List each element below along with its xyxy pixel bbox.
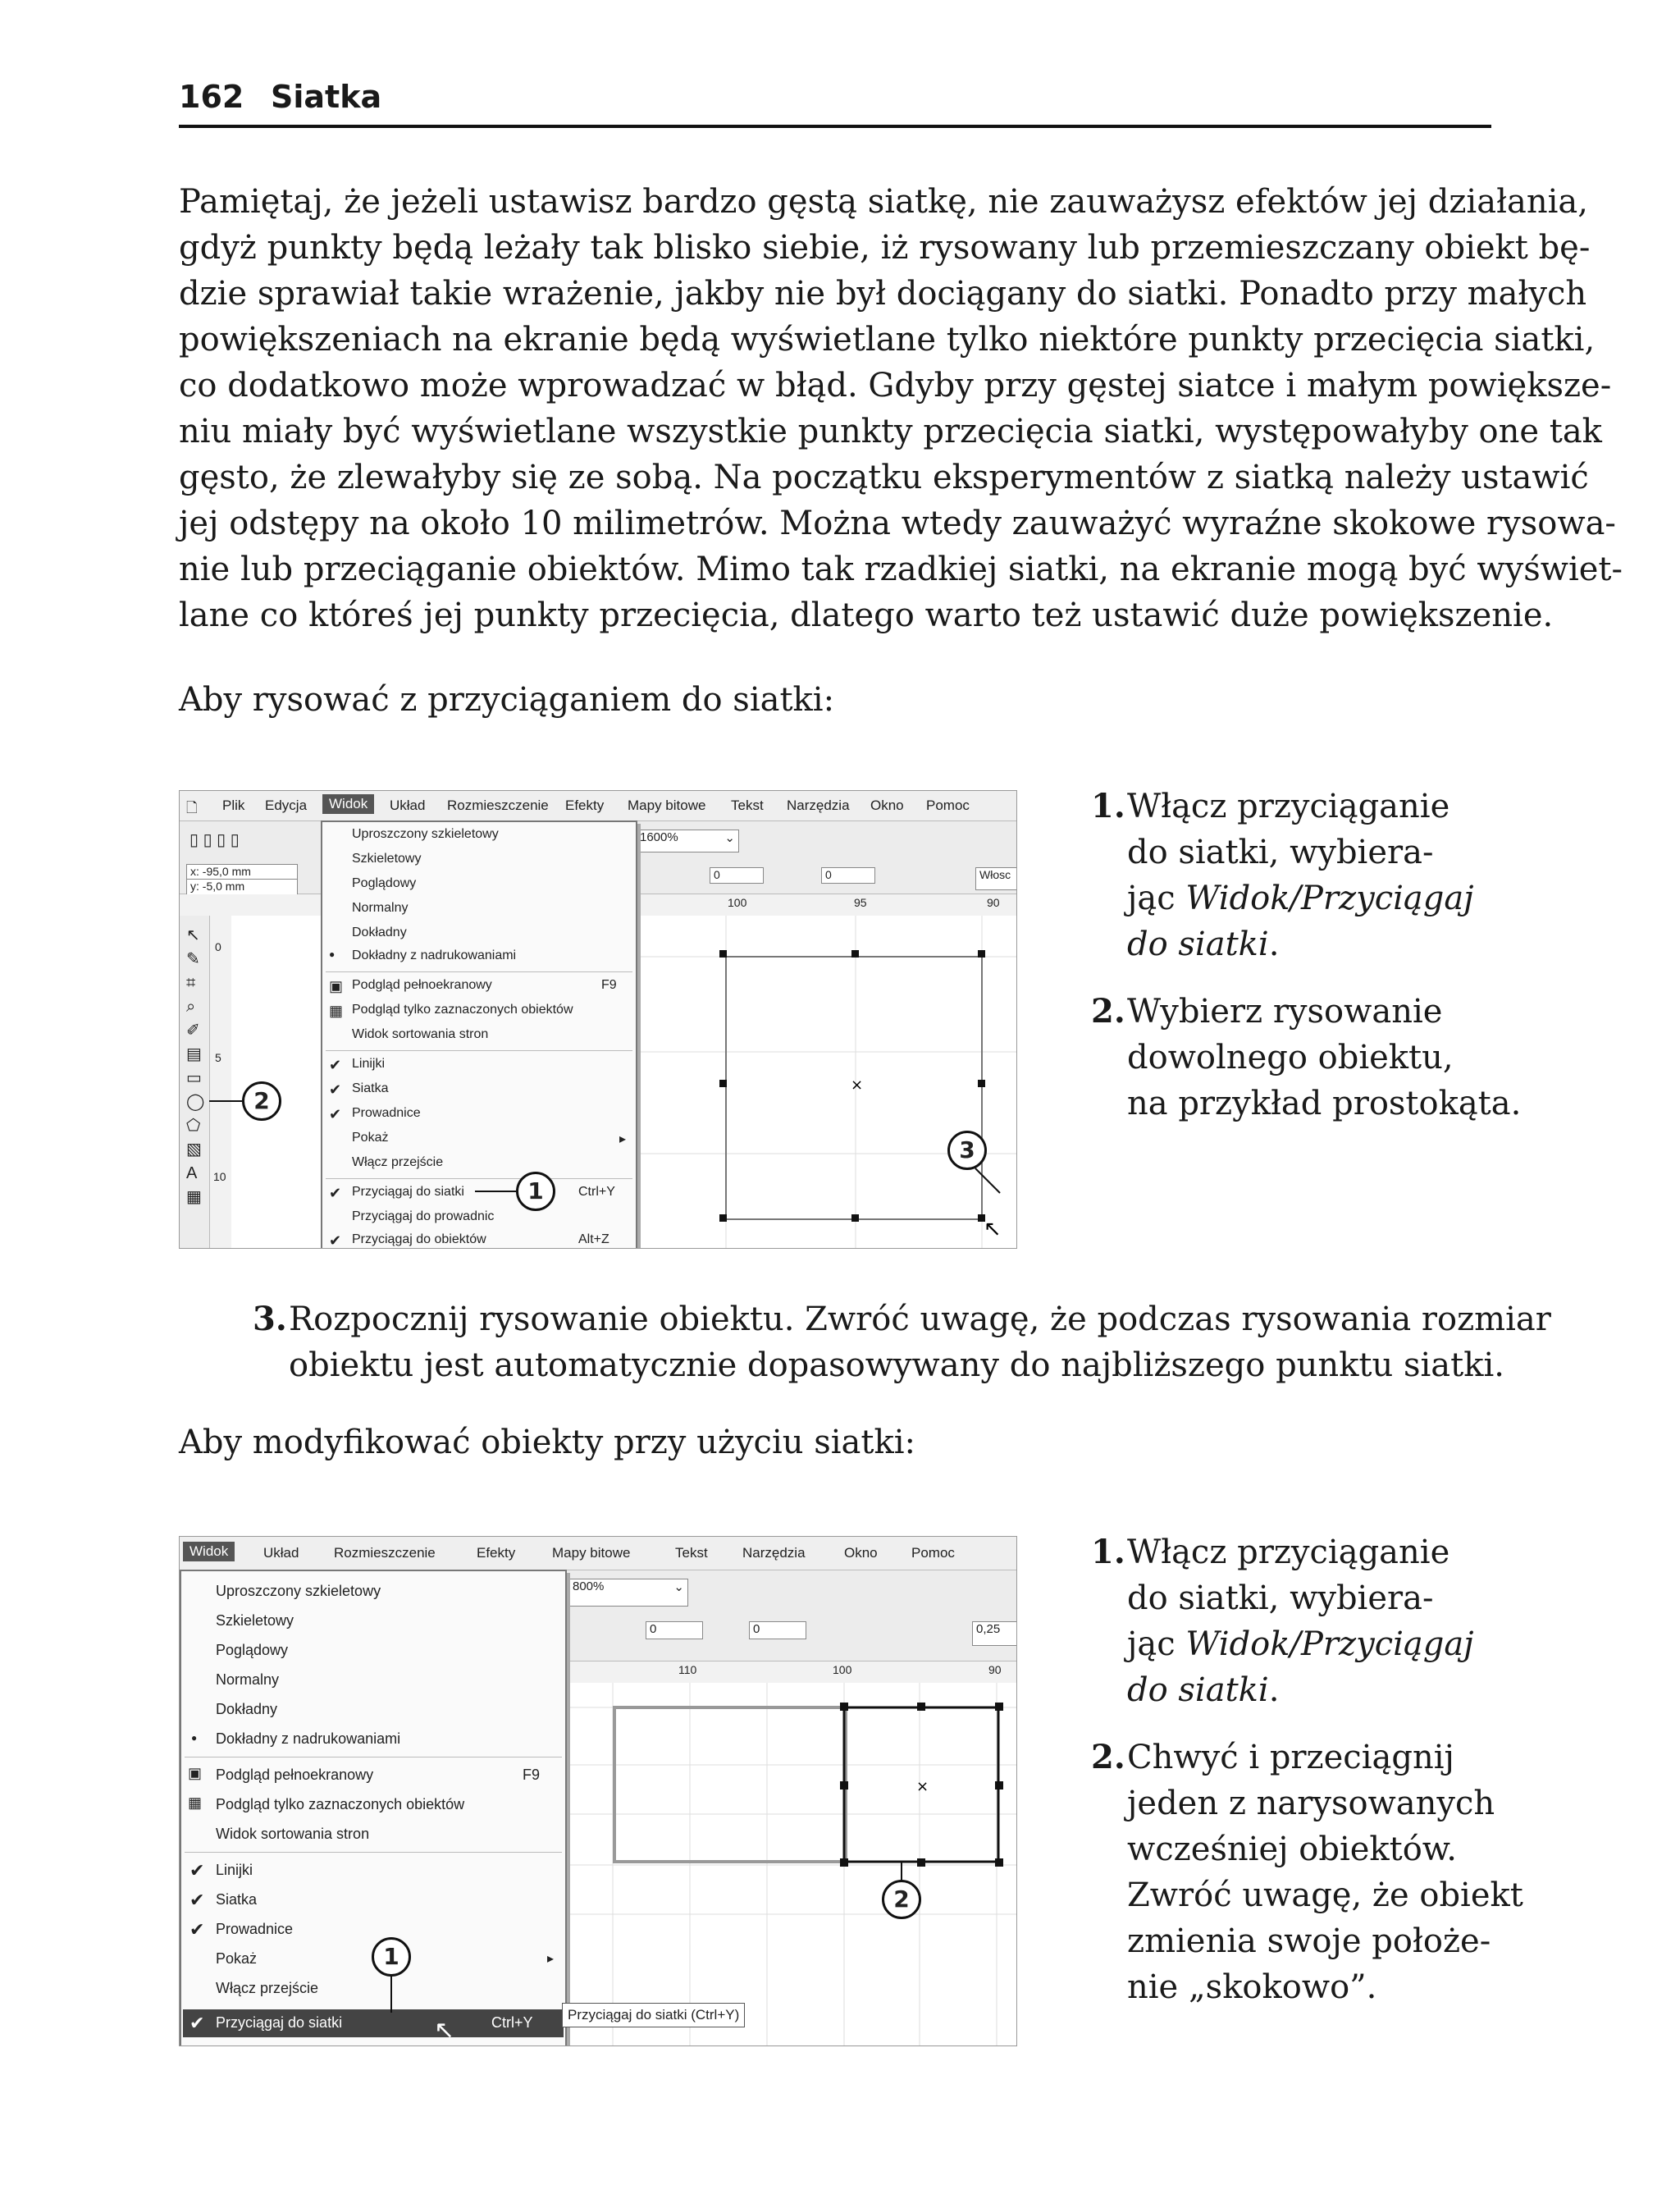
step-number: 2. <box>1091 992 1125 1031</box>
text-line: gdyż punkty będą leżały tak blisko siebie, iż rysowany lub przemieszczany obiekt bę- <box>179 229 1591 267</box>
menu-item[interactable]: Narzędzia <box>787 798 850 813</box>
callout-2: 2 <box>882 1880 921 1919</box>
callout-3: 3 <box>947 1131 987 1170</box>
x-position-field[interactable]: x: -95,0 mm <box>186 864 298 880</box>
y-position-field[interactable]: y: -5,0 mm <box>186 879 298 895</box>
shortcut-label: F9 <box>601 978 617 992</box>
menu-item[interactable]: Edycja <box>265 798 308 813</box>
document-icon: 🗋 <box>186 800 198 816</box>
check-icon: ✔ <box>189 1890 205 1910</box>
step-text: . <box>1268 1671 1280 1709</box>
callout-1: 1 <box>372 1937 411 1977</box>
check-icon: ✔ <box>189 2013 205 2033</box>
menu-option[interactable]: Dokładny <box>216 1701 278 1717</box>
radio-dot-icon: ● <box>329 948 336 960</box>
check-icon: ✔ <box>329 1057 342 1073</box>
step-number: 3. <box>253 1300 287 1338</box>
fullscreen-icon: ▣ <box>329 978 344 994</box>
menu-path: Widok/Przyciągaj <box>1185 1625 1474 1663</box>
spin-field[interactable]: 0 <box>821 867 875 884</box>
running-header <box>179 75 1491 128</box>
shortcut-label: Ctrl+Y <box>491 2014 533 2031</box>
menu-option[interactable]: Włącz przejście <box>352 1155 444 1169</box>
heading-text: Aby rysować z przyciąganiem do siatki: <box>179 681 835 719</box>
callout-leaders <box>180 791 1016 1248</box>
text-line: gęsto, że zlewałyby się ze sobą. Na początku eksperymentów z siatką należy ustawić <box>179 459 1589 496</box>
ruler-mark: 100 <box>728 896 747 909</box>
font-name-field[interactable]: Włosc <box>975 867 1017 890</box>
screenshot-snap-to-grid-move <box>179 1536 1017 2046</box>
cursor-icon: ↖ <box>434 2017 455 2044</box>
ruler-mark: 110 <box>678 1663 697 1676</box>
menu-item[interactable]: Efekty <box>565 798 605 813</box>
step-text: jąc <box>1127 880 1186 917</box>
text-line: jej odstępy na około 10 milimetrów. Można wtedy zauważyć wyraźne skokowe rysowa- <box>179 505 1616 542</box>
callout-2: 2 <box>242 1081 281 1121</box>
menu-item[interactable]: Tekst <box>675 1545 708 1561</box>
menu-option[interactable]: Prowadnice <box>352 1106 421 1120</box>
menu-item[interactable]: Narzędzia <box>742 1545 806 1561</box>
step-number: 1. <box>1091 787 1125 825</box>
callout-1: 1 <box>516 1172 555 1211</box>
check-icon: ✔ <box>189 1919 205 1940</box>
menu-path: do siatki <box>1127 1671 1269 1709</box>
chevron-down-icon: ⌄ <box>724 831 735 845</box>
ruler-mark: 90 <box>988 1663 1002 1676</box>
chapter-title: Siatka <box>271 79 382 115</box>
step-text: zmienia swoje położe- <box>1127 1922 1491 1960</box>
menu-option[interactable]: Szkieletowy <box>352 852 422 866</box>
shortcut-label: Ctrl+Y <box>578 1185 615 1199</box>
step-text: Zwróć uwagę, że obiekt <box>1127 1876 1523 1914</box>
step-number: 1. <box>1091 1533 1125 1571</box>
section-heading-2 <box>179 1419 1491 1465</box>
step-text: obiektu jest automatycznie dopasowywany do najbliższego punktu siatki. <box>289 1346 1504 1384</box>
ruler-mark: 0 <box>215 940 221 953</box>
menu-option[interactable]: Przyciągaj do obiektów <box>352 1232 486 1246</box>
preview-selected-icon: ▦ <box>188 1794 203 1811</box>
menu-option-snap-to-grid[interactable]: Przyciągaj do siatki <box>352 1185 464 1199</box>
step-3-block <box>253 1296 1551 1395</box>
steps-block-2 <box>1091 1529 1523 2022</box>
menu-item[interactable]: Mapy bitowe <box>552 1545 631 1561</box>
spin-field[interactable]: 0 <box>710 867 764 884</box>
text-line: niu miały być wyświetlane wszystkie punkty przecięcia siatki, występowałyby one tak <box>179 413 1602 450</box>
outline-width-field[interactable]: 0,25 <box>972 1621 1017 1646</box>
check-icon: ✔ <box>329 1106 342 1122</box>
menu-item[interactable]: Układ <box>390 798 426 813</box>
preview-selected-icon: ▦ <box>329 1003 344 1019</box>
spin-field[interactable]: 0 <box>749 1621 806 1639</box>
menu-option[interactable]: Uproszczony szkieletowy <box>352 827 499 841</box>
check-icon: ✔ <box>189 1860 205 1881</box>
ruler-mark: 90 <box>987 896 1000 909</box>
text-line: Pamiętaj, że jeżeli ustawisz bardzo gęstą siatkę, nie zauważysz efektów jej działania, <box>179 183 1588 221</box>
center-marker: × <box>916 1778 929 1795</box>
text-line: lane co któreś jej punkty przecięcia, dlatego warto też ustawić duże powiększenie. <box>179 596 1554 634</box>
ruler-mark: 100 <box>833 1663 852 1676</box>
step-text: Włącz przyciąganie <box>1127 788 1450 825</box>
menu-path: do siatki <box>1127 926 1269 963</box>
section-heading-1 <box>179 677 1491 723</box>
submenu-arrow-icon: ▸ <box>619 1132 627 1146</box>
step-text: Chwyć i przeciągnij <box>1127 1739 1454 1776</box>
menu-option[interactable]: Przyciągaj do prowadnic <box>352 1209 495 1223</box>
menu-option[interactable]: Podgląd tylko zaznaczonych obiektów <box>216 1796 465 1812</box>
menu-option[interactable]: Normalny <box>216 1671 280 1688</box>
menu-option[interactable]: Linijki <box>352 1057 386 1071</box>
menu-item[interactable]: Rozmieszczenie <box>447 798 549 813</box>
step-text: do siatki, wybiera- <box>1127 1579 1434 1617</box>
menu-option[interactable]: Siatka <box>216 1891 258 1908</box>
step-text: . <box>1268 926 1280 963</box>
menu-item[interactable]: Okno <box>870 798 904 813</box>
menu-item[interactable]: Efekty <box>477 1545 516 1561</box>
step-number: 2. <box>1091 1738 1125 1776</box>
menu-item[interactable]: Mapy bitowe <box>628 798 706 813</box>
ruler-mark: 95 <box>854 896 867 909</box>
callout-leaders <box>180 1537 1016 2045</box>
step-text: do siatki, wybiera- <box>1127 834 1434 871</box>
steps-block-1 <box>1091 784 1522 1153</box>
step-text: nie „skokowo”. <box>1127 1968 1377 2006</box>
page-number: 162 <box>179 79 244 115</box>
menu-item[interactable]: Pomoc <box>926 798 970 813</box>
menu-option[interactable]: Normalny <box>352 901 409 915</box>
menu-path: Widok/Przyciągaj <box>1185 880 1474 917</box>
menu-item[interactable]: Tekst <box>731 798 764 813</box>
menu-item-active[interactable]: Widok <box>183 1542 235 1561</box>
menu-option[interactable]: Poglądowy <box>216 1642 289 1658</box>
menu-option[interactable]: Poglądowy <box>352 876 417 890</box>
ruler-mark: 10 <box>213 1170 226 1183</box>
shortcut-label: Alt+Z <box>578 1232 609 1246</box>
step-text: jeden z narysowanych <box>1127 1785 1495 1822</box>
menu-option[interactable]: Prowadnice <box>216 1921 294 1937</box>
screenshot-snap-to-grid-drawing <box>179 790 1017 1249</box>
cursor-icon: ↖ <box>984 1217 1002 1241</box>
menu-item[interactable]: Pomoc <box>911 1545 955 1561</box>
zoom-value: 1600% <box>640 830 678 844</box>
menu-item[interactable]: Rozmieszczenie <box>334 1545 436 1561</box>
menu-item[interactable]: Okno <box>844 1545 878 1561</box>
menu-option[interactable]: Dokładny <box>352 926 407 939</box>
toolbar-icons[interactable]: ▯ ▯ ▯ ▯ <box>189 831 240 849</box>
fullscreen-icon: ▣ <box>188 1765 203 1781</box>
menu-option[interactable]: Podgląd tylko zaznaczonych obiektów <box>352 1003 573 1017</box>
step-text: Włącz przyciąganie <box>1127 1534 1450 1571</box>
tooltip: Przyciągaj do siatki (Ctrl+Y) <box>562 2003 745 2027</box>
menu-option[interactable]: Dokładny z nadrukowaniami <box>216 1730 401 1747</box>
submenu-arrow-icon: ▸ <box>547 1952 555 1966</box>
step-text: wcześniej obiektów. <box>1127 1831 1458 1868</box>
shortcut-label: F9 <box>523 1767 541 1783</box>
step-text: dowolnego obiektu, <box>1127 1039 1454 1076</box>
menu-option[interactable]: Widok sortowania stron <box>352 1027 489 1041</box>
menu-option-snap-to-grid[interactable]: Przyciągaj do siatki <box>216 2014 343 2031</box>
check-icon: ✔ <box>329 1081 342 1098</box>
menu-option[interactable]: Pokaż <box>216 1950 258 1967</box>
text-line: dzie sprawiał takie wrażenie, jakby nie był dociągany do siatki. Ponadto przy małych <box>179 275 1587 313</box>
menu-option[interactable]: Włącz przejście <box>216 1980 319 1996</box>
center-marker: × <box>851 1076 864 1094</box>
step-text: Wybierz rysowanie <box>1127 993 1443 1031</box>
menu-option[interactable]: Szkieletowy <box>216 1612 294 1629</box>
menu-option[interactable]: Uproszczony szkieletowy <box>216 1583 381 1599</box>
step-text: jąc <box>1127 1625 1186 1663</box>
menu-option[interactable]: Siatka <box>352 1081 389 1095</box>
spin-field[interactable]: 0 <box>646 1621 703 1639</box>
menu-item-active[interactable]: Widok <box>322 794 374 814</box>
menu-item[interactable]: Układ <box>263 1545 299 1561</box>
heading-text: Aby modyfikować obiekty przy użyciu siatki: <box>179 1424 915 1461</box>
radio-dot-icon: ● <box>191 1732 198 1744</box>
chevron-down-icon: ⌄ <box>673 1580 684 1594</box>
text-line: powiększeniach na ekranie będą wyświetlane tylko niektóre punkty przecięcia siatki, <box>179 321 1596 359</box>
menu-option[interactable]: Podgląd pełnoekranowy <box>352 978 492 992</box>
menu-item[interactable]: Plik <box>222 798 245 813</box>
menu-option[interactable]: Podgląd pełnoekranowy <box>216 1767 374 1783</box>
menu-option[interactable]: Dokładny z nadrukowaniami <box>352 948 517 962</box>
ruler-mark: 5 <box>215 1051 221 1064</box>
text-line: nie lub przeciąganie obiektów. Mimo tak rzadkiej siatki, na ekranie mogą być wyświet- <box>179 551 1623 588</box>
tool-icons[interactable]: ↖ ✎ ⌗ ⌕ ✐ ▤ ▭ ◯ ⬠ ▧ A ▦ <box>186 926 205 1206</box>
step-text: na przykład prostokąta. <box>1127 1085 1522 1122</box>
step-text: Rozpocznij rysowanie obiektu. Zwróć uwagę, że podczas rysowania rozmiar <box>289 1300 1551 1338</box>
check-icon: ✔ <box>329 1185 342 1201</box>
zoom-value: 800% <box>573 1579 605 1593</box>
menu-option[interactable]: Pokaż <box>352 1131 389 1145</box>
check-icon: ✔ <box>329 1232 342 1249</box>
menu-option[interactable]: Linijki <box>216 1862 253 1878</box>
menu-option[interactable]: Widok sortowania stron <box>216 1826 370 1842</box>
intro-paragraph <box>179 179 1623 638</box>
text-line: co dodatkowo może wprowadzać w błąd. Gdyby przy gęstej siatce i małym powiększe- <box>179 367 1612 405</box>
